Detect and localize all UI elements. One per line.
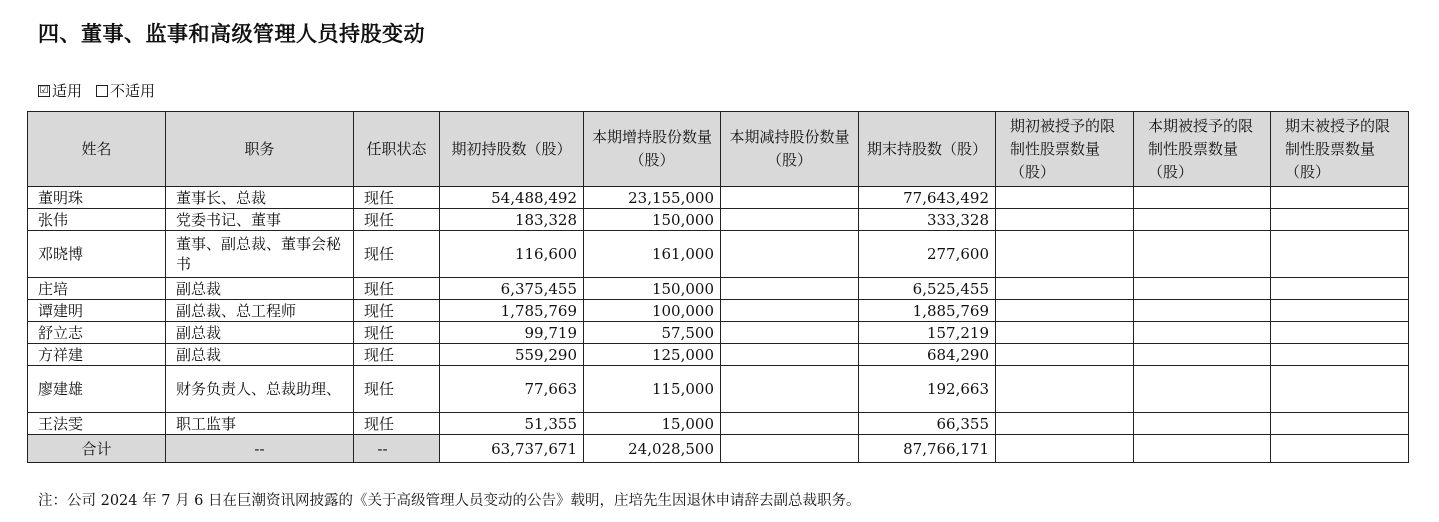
cell-closing-restricted [1271, 300, 1409, 322]
cell-total-increase: 24,028,500 [584, 435, 721, 463]
cell-granted-restricted [1134, 231, 1271, 278]
cell-position: 董事、副总裁、董事会秘书 [166, 231, 354, 278]
cell-increase: 150,000 [584, 209, 721, 231]
col-header-opening-shares: 期初持股数（股） [440, 112, 584, 187]
cell-granted-restricted [1134, 366, 1271, 413]
table-row [28, 413, 1409, 435]
cell-total-label: 合计 [28, 435, 166, 463]
cell-position: 董事长、总裁 [166, 187, 354, 209]
cell-name: 谭建明 [28, 300, 166, 322]
shareholding-table [27, 111, 1409, 463]
cell-closing-shares: 1,885,769 [859, 300, 996, 322]
cell-opening-shares: 77,663 [440, 366, 584, 413]
cell-granted-restricted [1134, 209, 1271, 231]
cell-opening-shares: 559,290 [440, 344, 584, 366]
cell-name: 庄培 [28, 278, 166, 300]
cell-closing-shares: 333,328 [859, 209, 996, 231]
cell-decrease [721, 322, 859, 344]
cell-closing-shares: 77,643,492 [859, 187, 996, 209]
unchecked-box-icon [96, 85, 108, 97]
cell-status: 现任 [354, 300, 440, 322]
cell-status: 现任 [354, 278, 440, 300]
cell-closing-shares: 192,663 [859, 366, 996, 413]
cell-opening-shares: 116,600 [440, 231, 584, 278]
cell-closing-restricted [1271, 322, 1409, 344]
cell-decrease [721, 344, 859, 366]
table-row [28, 209, 1409, 231]
cell-closing-restricted [1271, 231, 1409, 278]
cell-name: 方祥建 [28, 344, 166, 366]
table-row [28, 231, 1409, 278]
applicability-options [38, 80, 169, 101]
col-header-position: 职务 [166, 112, 354, 187]
table-total-row [28, 435, 1409, 463]
cell-status: 现任 [354, 231, 440, 278]
cell-name: 董明珠 [28, 187, 166, 209]
cell-closing-shares: 684,290 [859, 344, 996, 366]
col-header-closing-restricted: 期末被授予的限制性股票数量（股） [1271, 112, 1409, 187]
option-not-applicable[interactable] [96, 80, 155, 101]
cell-increase: 150,000 [584, 278, 721, 300]
cell-total-closing-restricted [1271, 435, 1409, 463]
cell-granted-restricted [1134, 278, 1271, 300]
col-header-opening-restricted: 期初被授予的限制性股票数量（股） [996, 112, 1134, 187]
cell-decrease [721, 278, 859, 300]
cell-total-granted-restricted [1134, 435, 1271, 463]
cell-name: 张伟 [28, 209, 166, 231]
cell-closing-shares: 6,525,455 [859, 278, 996, 300]
cell-granted-restricted [1134, 413, 1271, 435]
cell-name: 王法雯 [28, 413, 166, 435]
cell-status: 现任 [354, 209, 440, 231]
cell-total-opening-restricted [996, 435, 1134, 463]
cell-position: 副总裁、总工程师 [166, 300, 354, 322]
cell-granted-restricted [1134, 344, 1271, 366]
cell-closing-restricted [1271, 209, 1409, 231]
cell-closing-restricted [1271, 344, 1409, 366]
cell-opening-restricted [996, 209, 1134, 231]
cell-status: 现任 [354, 322, 440, 344]
cell-decrease [721, 209, 859, 231]
cell-closing-restricted [1271, 187, 1409, 209]
cell-position: 党委书记、董事 [166, 209, 354, 231]
col-header-closing-shares: 期末持股数（股） [859, 112, 996, 187]
cell-name: 邓晓博 [28, 231, 166, 278]
cell-opening-shares: 99,719 [440, 322, 584, 344]
cell-name: 舒立志 [28, 322, 166, 344]
cell-increase: 161,000 [584, 231, 721, 278]
table-row [28, 278, 1409, 300]
cell-increase: 57,500 [584, 322, 721, 344]
checked-box-icon: ☑ [39, 84, 49, 96]
col-header-status: 任职状态 [354, 112, 440, 187]
cell-closing-restricted [1271, 366, 1409, 413]
cell-position: 职工监事 [166, 413, 354, 435]
cell-position: 副总裁 [166, 322, 354, 344]
cell-total-decrease [721, 435, 859, 463]
cell-status: 现任 [354, 187, 440, 209]
table-row [28, 187, 1409, 209]
col-header-granted-restricted: 本期被授予的限制性股票数量（股） [1134, 112, 1271, 187]
col-header-increase: 本期增持股份数量（股） [584, 112, 721, 187]
footnote: 注：公司 2024 年 7 月 6 日在巨潮资讯网披露的《关于高级管理人员变动的公告》载明，庄培先生因退休申请辞去副总裁职务。 [38, 493, 861, 509]
cell-closing-restricted [1271, 413, 1409, 435]
cell-closing-shares: 157,219 [859, 322, 996, 344]
cell-total-opening-shares: 63,737,671 [440, 435, 584, 463]
cell-opening-restricted [996, 322, 1134, 344]
cell-position: 财务负责人、总裁助理、 [166, 366, 354, 413]
table-row [28, 300, 1409, 322]
cell-opening-restricted [996, 344, 1134, 366]
cell-opening-restricted [996, 187, 1134, 209]
cell-closing-shares: 277,600 [859, 231, 996, 278]
cell-opening-shares: 1,785,769 [440, 300, 584, 322]
cell-increase: 15,000 [584, 413, 721, 435]
cell-status: 现任 [354, 366, 440, 413]
cell-decrease [721, 231, 859, 278]
cell-total-status: -- [354, 435, 440, 463]
cell-granted-restricted [1134, 300, 1271, 322]
cell-opening-restricted [996, 366, 1134, 413]
cell-opening-shares: 51,355 [440, 413, 584, 435]
cell-position: 副总裁 [166, 344, 354, 366]
cell-increase: 23,155,000 [584, 187, 721, 209]
col-header-decrease: 本期减持股份数量（股） [721, 112, 859, 187]
cell-opening-restricted [996, 231, 1134, 278]
cell-granted-restricted [1134, 322, 1271, 344]
cell-total-position: -- [166, 435, 354, 463]
cell-closing-restricted [1271, 278, 1409, 300]
table-row [28, 366, 1409, 413]
cell-opening-restricted [996, 300, 1134, 322]
cell-decrease [721, 413, 859, 435]
table-header-row [28, 112, 1409, 187]
cell-increase: 115,000 [584, 366, 721, 413]
cell-increase: 100,000 [584, 300, 721, 322]
cell-opening-shares: 183,328 [440, 209, 584, 231]
table-row [28, 344, 1409, 366]
cell-decrease [721, 300, 859, 322]
cell-opening-restricted [996, 278, 1134, 300]
section-title: 四、董事、监事和高级管理人员持股变动 [38, 22, 425, 46]
cell-granted-restricted [1134, 187, 1271, 209]
table-row [28, 322, 1409, 344]
cell-status: 现任 [354, 344, 440, 366]
cell-increase: 125,000 [584, 344, 721, 366]
cell-opening-shares: 54,488,492 [440, 187, 584, 209]
cell-opening-shares: 6,375,455 [440, 278, 584, 300]
cell-opening-restricted [996, 413, 1134, 435]
cell-total-closing-shares: 87,766,171 [859, 435, 996, 463]
cell-decrease [721, 187, 859, 209]
cell-status: 现任 [354, 413, 440, 435]
cell-closing-shares: 66,355 [859, 413, 996, 435]
cell-name: 廖建雄 [28, 366, 166, 413]
col-header-name: 姓名 [28, 112, 166, 187]
cell-position: 副总裁 [166, 278, 354, 300]
cell-decrease [721, 366, 859, 413]
option-not-applicable-label: 不适用 [110, 82, 156, 100]
option-applicable-label: 适用 [52, 82, 83, 100]
option-applicable[interactable] [38, 80, 82, 101]
